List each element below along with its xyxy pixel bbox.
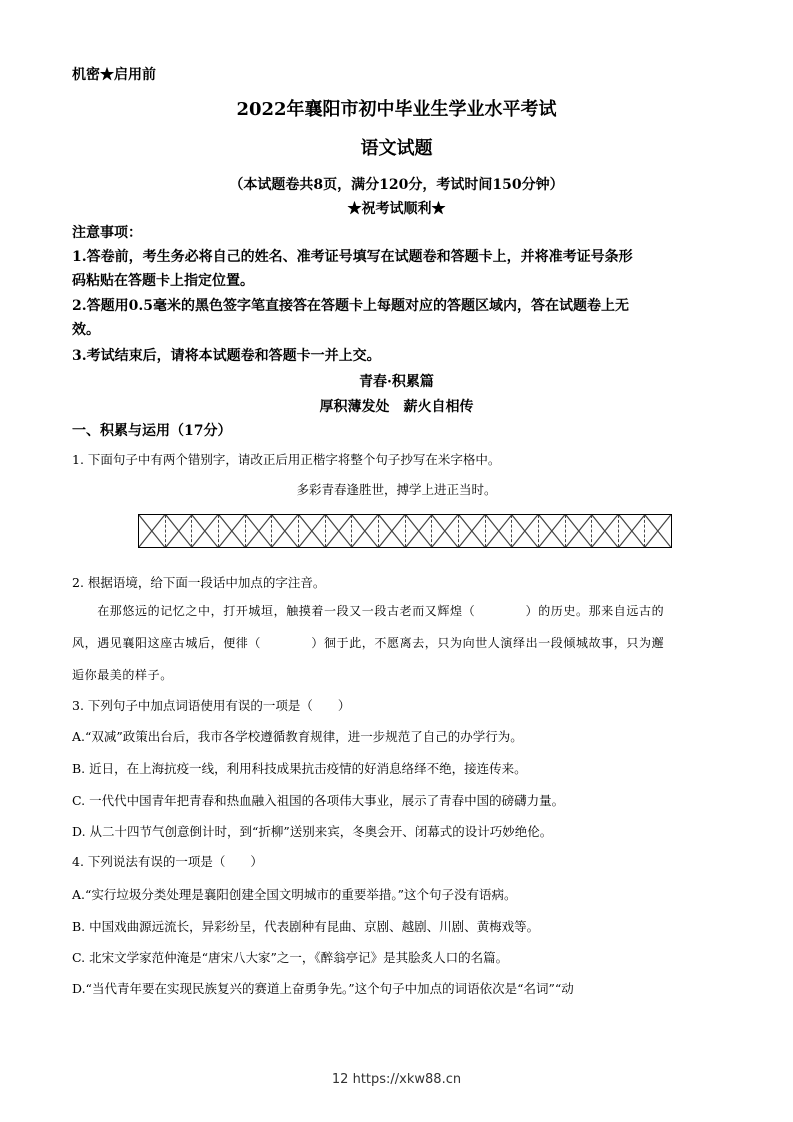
q2-passage-line: 在那悠远的记忆之中，打开城垣，触摸着一段又一段古老而又辉煌（ ）的历史。那来自远古的 <box>72 604 665 618</box>
q4-option-b: B. 中国戏曲源远流长，异彩纷呈，代表剧种有昆曲、京剧、越剧、川剧、黄梅戏等。 <box>72 919 540 934</box>
notice-line: 1.答卷前，考生务必将自己的姓名、准考证号填写在试题卷和答题卡上，并将准考证号条形 <box>72 249 633 265</box>
exam-info: （本试题卷共8页，满分120分，考试时间150分钟） <box>229 177 564 193</box>
grid-cell <box>645 515 671 547</box>
part-motto: 厚积薄发处 薪火自相传 <box>319 399 474 415</box>
page-footer: 12 https://xkw88.cn <box>331 1072 462 1087</box>
grid-cell <box>326 515 353 547</box>
grid-cell <box>592 515 619 547</box>
q3-option-c: C. 一代代中国青年把青春和热血融入祖国的各项伟大事业，展示了青春中国的磅礴力量。 <box>72 793 565 808</box>
q1-sentence: 多彩青春逢胜世，搏学上进正当时。 <box>296 482 497 497</box>
grid-cell <box>512 515 539 547</box>
rice-character-grid <box>138 514 672 548</box>
notice-heading: 注意事项： <box>72 225 142 241</box>
grid-cell <box>486 515 513 547</box>
grid-cell <box>352 515 379 547</box>
q3-stem: 3. 下列句子中加点词语使用有误的一项是（ ） <box>72 698 351 713</box>
grid-cell <box>272 515 299 547</box>
grid-cell <box>379 515 406 547</box>
q2-passage-line: 逅你最美的样子。 <box>72 668 173 682</box>
grid-cell <box>219 515 246 547</box>
q1-stem: 1. 下面句子中有两个错别字，请改正后用正楷字将整个句子抄写在米字格中。 <box>72 452 501 467</box>
grid-cell <box>139 515 166 547</box>
q3-option-a: A.“双减”政策出台后，我市各学校遵循教育规律，进一步规范了自己的办学行为。 <box>72 729 523 744</box>
grid-cell <box>406 515 433 547</box>
notice-line: 2.答题用0.5毫米的黑色签字笔直接答在答题卡上每题对应的答题区域内，答在试题卷上无 <box>72 298 629 314</box>
section-title: 一、积累与运用（17分） <box>72 423 232 439</box>
grid-cell <box>619 515 646 547</box>
q2-stem: 2. 根据语境，给下面一段话中加点的字注音。 <box>72 575 326 590</box>
grid-cell <box>192 515 219 547</box>
exam-wish: ★祝考试顺利★ <box>347 201 446 217</box>
q4-option-d: D.“当代青年要在实现民族复兴的赛道上奋勇争先。”这个句子中加点的词语依次是“名词”“动 <box>72 981 574 996</box>
q3-option-b: B. 近日，在上海抗疫一线，利用科技成果抗击疫情的好消息络绎不绝，接连传来。 <box>72 761 527 776</box>
notice-line: 3.考试结束后，请将本试题卷和答题卡一并上交。 <box>72 348 381 364</box>
notice-line: 码粘贴在答题卡上指定位置。 <box>72 273 254 289</box>
exam-subject: 语文试题 <box>360 138 433 159</box>
grid-cell <box>432 515 459 547</box>
grid-cell <box>539 515 566 547</box>
confidential-label: 机密★启用前 <box>72 67 156 83</box>
exam-title: 2022年襄阳市初中毕业生学业水平考试 <box>236 99 557 120</box>
grid-cell <box>459 515 486 547</box>
part-name: 青春·积累篇 <box>359 374 434 390</box>
q4-option-a: A.“实行垃圾分类处理是襄阳创建全国文明城市的重要举措。”这个句子没有语病。 <box>72 887 517 902</box>
grid-cell <box>166 515 193 547</box>
q3-option-d: D. 从二十四节气创意倒计时，到“折柳”送别来宾，冬奥会开、闭幕式的设计巧妙绝伦。 <box>72 824 553 839</box>
q4-stem: 4. 下列说法有误的一项是（ ） <box>72 854 263 869</box>
grid-cell <box>566 515 593 547</box>
q2-passage-line: 风，遇见襄阳这座古城后，便徘（ ）徊于此，不愿离去，只为向世人演绎出一段倾城故事，只为邂 <box>72 636 665 650</box>
notice-line: 效。 <box>72 322 100 338</box>
q4-option-c: C. 北宋文学家范仲淹是“唐宋八大家”之一，《醉翁亭记》是其脍炙人口的名篇。 <box>72 950 509 965</box>
grid-cell <box>299 515 326 547</box>
grid-cell <box>246 515 273 547</box>
